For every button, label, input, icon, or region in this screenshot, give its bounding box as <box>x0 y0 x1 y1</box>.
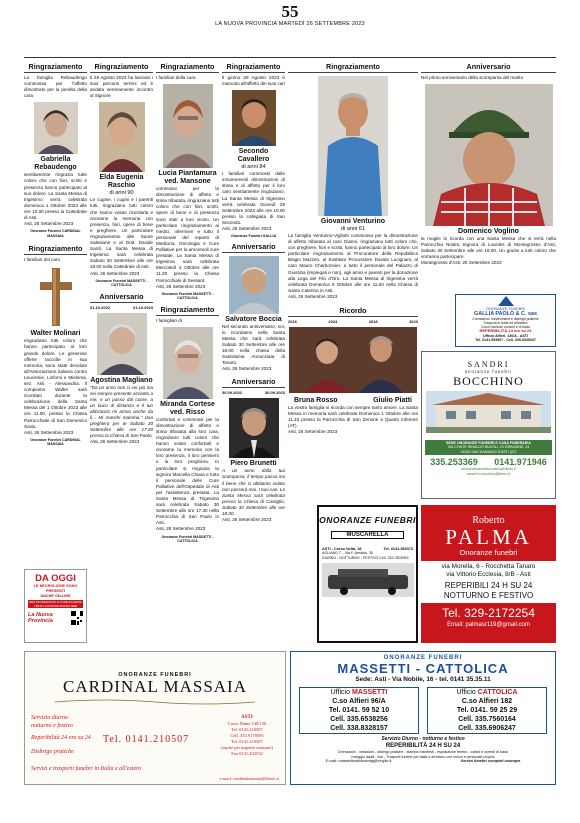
office-label: Ufficio <box>456 689 476 696</box>
obit-name: Giovanni Venturino <box>320 218 386 225</box>
header-rule <box>24 57 556 58</box>
ad-top: ONORANZE FUNEBRI <box>383 655 463 661</box>
office-name: CATTOLICA <box>477 689 518 696</box>
ad-sandri-bocchino <box>421 351 556 499</box>
obit-date: Asti, 26 Settembre 2023 <box>90 270 140 276</box>
obit-body: sentitamente ringrazia tutte coloro che con fiori, scritti e presenza hanno partecipato al suo dolore. La Santa Messa di trigesimo verrà celebrata domenica 1 Ottobre 2023 alle ore 10.00 presso la Cattedrale di Asti. <box>24 172 87 221</box>
ad-line: Servizi e trasporti funebri in Italia e all'estero <box>31 766 142 772</box>
ad-line: LE NECROLOGIE SONO PRESENTI <box>33 584 78 593</box>
obit-date: Asti, 26 Settembre 2023 <box>156 526 206 532</box>
ad-line: REPERIBILITÀ 24 ore su 24 <box>479 328 532 334</box>
ad-line: ASTI <box>241 715 253 720</box>
obit-intro: I famigliari di <box>156 317 182 323</box>
obit-intro: La famiglia Rebaudengo commossa per l'affetto dimostrato per la perdita della cara <box>24 75 87 99</box>
couple-photo <box>289 327 417 393</box>
obituary-brunetti <box>222 377 285 523</box>
obituary-molinari <box>24 244 87 447</box>
obit-name: Agostina Magliano <box>90 376 153 384</box>
portrait-photo <box>163 84 213 168</box>
ad-sub: Onoranze funebri <box>459 548 518 557</box>
portrait-photo <box>34 102 78 154</box>
phone-number: Tel. 0141.210507 <box>103 734 190 745</box>
obit-heading: Ringraziamento <box>24 62 87 73</box>
column-6 <box>421 62 556 267</box>
obit-name: Bruna Rosso <box>294 397 338 405</box>
ad-line: ANCHE ON-LINE <box>40 594 71 598</box>
ad-line: Ufficio Alfieri, 130/A - ASTI <box>483 333 528 338</box>
phone-number: Cell. 338.8328157 <box>330 725 388 732</box>
phone-number: Tel. 0141.210507 <box>231 727 263 732</box>
ad-line: Reperibilità 24 ore su 24 <box>31 735 91 741</box>
date: 2023 <box>409 319 418 325</box>
portrait-photo <box>229 398 279 458</box>
obituary-raschio <box>90 62 153 288</box>
obit-name: Domenico Voglino <box>458 228 519 236</box>
brand-logo: La Nuova Provincia <box>28 612 53 624</box>
page-number: 55 <box>281 2 299 21</box>
obit-intro: I familiari del caro <box>24 257 60 263</box>
obit-heading: Anniversario <box>222 377 285 388</box>
phone-number: Cell. 335.6538256 <box>330 716 388 723</box>
obit-body: confortati e commossi per la dimostrazione di affetto e stima tributata alla loro cara, ringraziano tutti coloro che hanno voluto confortarli e onorarne la memoria con la loro presenza, il loro pensiero e la loro preghiera. In particolare si ringrazia la signora Marcella Chiara e tutto il personale delle Cure Palliative dell'Ospedale di Asti per l'assistenza prestata. La Santa Messa di Trigesima sarà celebrata Sabato 30 Settembre alle ore 17.30 nella Parrocchia di San Paolo in Asti. <box>156 416 219 526</box>
ad-line: Servizio diurno <box>31 715 68 721</box>
ad-gallia <box>455 294 556 347</box>
obit-heading: Ringraziamento <box>156 305 219 316</box>
ad-muscarella <box>317 505 418 643</box>
obit-name: Piero Brunetti <box>230 460 277 468</box>
obituary-venturino <box>288 62 418 300</box>
ad-brand: BOCCHINO <box>453 374 524 388</box>
obit-name: Miranda Cortese ved. Risso <box>160 400 215 416</box>
fax-number: Fax 0141.432532 <box>231 751 263 756</box>
obit-date: Montegrosso d'Asti, 26 Settembre 2023 <box>421 260 502 266</box>
obit-body: commossi per la dimostrazione di affetto e stima tributata, ringraziano tutti coloro che con fiori, scritti, opere di bene e di presenza sono stati a loro vicino. Un particolare ringraziamento ai medici, infermieri e tutto il personale del reparto di Medicina, Oncologia e Cure Palliative per la amorevoli cure prestate. La Santa Messa di trigesima sarà celebrata Mercoledì 4 Ottobre alle ore 11.30 presso la Chiesa Parrocchiale di Sessant. <box>156 186 219 283</box>
obit-name: Secondo Cavallero <box>237 148 270 164</box>
ad-line: DIURNO - NOTTURNO - FESTIVO Cell. 333.7803953 <box>322 556 409 560</box>
ad-name: MUSCARELLA <box>331 531 404 539</box>
ad-name: GALLIA PAOLO & C. sas <box>474 311 537 317</box>
masthead-line: LA NUOVA PROVINCIA MARTEDÌ 26 SETTEMBRE 2023 <box>215 21 365 27</box>
date-to: 30.09.2023 <box>264 390 285 396</box>
obit-date: Asti, 26 Settembre 2023 <box>24 429 74 435</box>
obit-heading: Anniversario <box>421 62 556 73</box>
obituary-rebaudengo <box>24 62 87 238</box>
column-5 <box>288 62 418 436</box>
obit-signature: Onoranze Funebri GALLIA <box>230 234 277 239</box>
phone-number: Tel. 0141. 59 25 29 <box>456 707 518 714</box>
obit-age: di anni 90 <box>109 190 134 197</box>
ad-line: Disbrigo pratiche <box>31 749 74 755</box>
ad-line: notturno e festivo <box>31 723 73 729</box>
portrait-photo <box>425 84 553 226</box>
obit-date: Asti, 26 Settembre 2023 <box>24 221 74 227</box>
ad-line: (anche per urgenze notturne) <box>221 745 273 750</box>
email: Email: palmasr119@gmail.com <box>447 622 530 628</box>
obit-intro: Il giorno 29 Agosto 2023 è mancato all'affetto dei suoi cari <box>222 75 285 87</box>
portrait-photo <box>318 76 388 216</box>
obit-intro: Nel primo anniversario della scomparsa del marito <box>421 75 524 80</box>
qr-code-icon <box>71 611 83 625</box>
phone-number: Tel. 0141.210507 <box>231 739 263 744</box>
ad-line: Trasporti in Italia ed all'estero <box>483 321 528 326</box>
date-to: 01.10.2023 <box>132 304 153 310</box>
obit-date: Asti, 26 Settembre 2023 <box>90 439 140 445</box>
ad-name: MASSETTI - CATTOLICA <box>337 661 509 676</box>
email: sandri.e.bocchino@libero.it <box>466 471 511 476</box>
column-3 <box>156 62 219 547</box>
obit-name: Elda Eugenia Raschio <box>99 174 144 190</box>
phone-number: 335.253369 <box>430 457 478 468</box>
obit-body: I familiari commossi dalle innumerevoli dimostrazioni di stima e di affetto per il loro caro sentitamente ringraziano. La Santa Messa di trigesimo verrà celebrata Giovedì 28 Settembre 2023 alle ore 10.00 presso la collegiata di San Secondo. <box>222 171 285 225</box>
column-2 <box>90 62 153 446</box>
phone-number: Cell. 333.9178593 <box>230 733 264 738</box>
date: 2023 <box>328 319 338 325</box>
obituary-boccia <box>222 242 285 373</box>
obit-date: Asti, 26 Settembre 2023 <box>222 366 272 372</box>
obit-heading: Ricordo <box>288 306 418 317</box>
obit-heading: Anniversario <box>90 292 153 303</box>
ad-name: SANDRI <box>467 360 510 369</box>
hearse-photo <box>322 563 414 597</box>
cross-icon <box>36 266 76 328</box>
email: E-mail: massetticattolicamag@virgilio.it <box>325 759 392 764</box>
obit-heading: Anniversario <box>222 242 285 253</box>
obit-signature: Onoranze Funebri CARDINAL MASSAIA <box>30 437 81 447</box>
ad-line: AGLIANO T. - Via F. Arnaldo, 35 <box>322 551 374 555</box>
obit-body: Le cugine, i cugini e i parenti tutti, ringraziano tutti coloro che hanno voluto ricordarla e onorarne la memoria con presenza, fiori, opere di bene e preghiere. Un particolare ringraziamento alle Suore Salesiane e al Dott. Davide Sardi. La Santa Messa di trigesima sarà celebrata Sabato 30 Settembre alle ore 18.00 nella Cattedrale di Asti. <box>90 197 153 270</box>
obit-heading: Ringraziamento <box>288 62 418 73</box>
ad-sub: onoranze funebri <box>464 369 513 374</box>
ad-line: Servizi funebri completi ovunque <box>460 759 521 764</box>
portrait-photo <box>99 102 145 172</box>
ad-line: Cremazioni, trasferimenti e disbrigo pratiche <box>472 317 539 321</box>
column-1 <box>24 62 87 450</box>
address: C.so Alfieri 96/A <box>332 698 386 705</box>
column-4 <box>222 62 285 523</box>
date: 2016 <box>288 319 297 325</box>
address: Sede: Asti - Via Nobile, 16 - tel. 0141 35.35.11 <box>355 676 491 683</box>
ad-name: CARDINAL MASSAIA <box>63 677 247 696</box>
obit-signature: Onoranze Funebri MASSETTI - CATTOLICA <box>95 278 148 288</box>
date-from: 30.09.2022 <box>222 390 243 396</box>
phone-number: Tel. 0141.353373 <box>383 547 413 551</box>
obituary-piantamura <box>156 62 219 301</box>
obit-signature: Onoranze Funebri MASSETTI - CATTOLICA <box>161 291 214 301</box>
obituary-cavallero <box>222 62 285 239</box>
page-header <box>0 0 580 28</box>
obit-age: di anni 61 <box>340 226 366 232</box>
building-photo <box>426 391 551 433</box>
ad-name: PALMA <box>445 525 532 549</box>
portrait-photo <box>229 256 279 314</box>
portrait-photo <box>163 327 213 399</box>
obituary-cortese <box>156 305 219 544</box>
office-label: Ufficio <box>330 689 350 696</box>
obit-signature: Onoranze Funebri CARDINAL MASSAIA <box>30 229 81 238</box>
address: via Vittorio Ecclesia, 8/B - Asti <box>446 571 531 578</box>
obit-body: La vostra famiglia vi ricorda con sempre tanto amore. La Santa Messa in memoria sarà celebrata Domenica 1 Ottobre alle ore 11.15 presso la Parrocchia di San Zenone a Quarto Inferiore (AT). <box>288 405 418 429</box>
phone-number: Cell. 335.7560164 <box>458 716 516 723</box>
ad-top: ONORANZE FUNEBRI <box>485 307 526 311</box>
address: via Morella, 6 - Rocchetta Tanaro <box>441 563 536 570</box>
ad-online-obituaries <box>24 569 87 643</box>
date-from: 01.10.2022 <box>90 304 111 310</box>
email: e-mail: cardinalmassaia@libero.it <box>219 776 279 781</box>
obit-body: A un anno dalla tua scomparsa, il tempo passa ma il bene che ci abbiamo voluto non passerà mai. I tuoi cari. La Santa Messa sarà celebrata presso la Chiesa di Castiglio, Sabato 30 Settembre alle ore 18.00. <box>222 468 285 517</box>
obit-body: Nel secondo anniversario, noi, lo ricordiamo nella Santa Messa che sarà celebrata Sabato 30 Settembre alle ore 18.00 nella chiesa della Santissima Annunziata di Tanaro. <box>222 323 285 366</box>
obit-date: Asti, 26 Settembre 2023 <box>288 429 338 435</box>
obit-heading: Ringraziamento <box>90 62 153 73</box>
date: 2018 <box>368 319 378 325</box>
obituary-voglino <box>421 62 556 267</box>
obit-heading: Ringraziamento <box>222 62 285 73</box>
portrait-photo <box>232 90 276 146</box>
ad-cardinal-massaia <box>24 651 286 785</box>
phone-number: Cell. 335.6906247 <box>458 725 516 732</box>
obit-heading: Ringraziamento <box>156 62 219 73</box>
obit-body: "Da un anno non ci sei più ma sei sempre presente accanto a me, e un passo dal cuore, a un buco di distanza e il tuo abbraccio mi arriva anche da lì... Mi manchi mamma." Una preghiera per te Sabato 30 Settembre alle ore 17.30 presso la Chiesa di San Paolo. <box>90 384 153 439</box>
phone-number: 0141.971946 <box>494 457 547 468</box>
obit-name: Salvatore Boccia <box>225 315 282 323</box>
ad-massetti-cattolica <box>290 651 556 785</box>
ad-line: ASTI - Corso Volta, 18 <box>322 547 362 551</box>
obit-date: Asti, 26 Settembre 2023 <box>222 517 272 523</box>
ornament-divider <box>55 698 255 706</box>
obit-heading: Ringraziamento <box>24 244 87 255</box>
phone-number: Tel. 0141. 59 52 10 <box>328 707 390 714</box>
obit-name: Lucia Piantamura ved. Mansone <box>158 170 217 186</box>
ad-small: PER INFORMAZIONI E CONSULTAZIONI VISITA LA NOSTRA PAGINA WEB <box>29 600 82 608</box>
ad-line: SEDE ONORANZE FUNEBRI E CASA FUNERARIA <box>446 441 531 445</box>
ad-line: Servizio Diurno - notturno e festivo <box>381 736 465 742</box>
obit-date: Asti, 26 Settembre 2023 <box>222 226 272 232</box>
obit-signature: Onoranze Funebri MASSETTI - CATTOLICA <box>161 534 214 544</box>
obit-date: Asti, 26 Settembre 2023 <box>288 293 338 299</box>
office-name: MASSETTI <box>351 689 388 696</box>
obit-date: Asti, 26 Settembre 2023 <box>156 283 206 289</box>
ad-top: ONORANZE FUNEBRI <box>319 515 416 525</box>
obit-intro: I familiari della cara <box>156 75 196 80</box>
ad-name-first: Roberto <box>472 515 505 526</box>
ad-title: DA OGGI <box>35 573 76 584</box>
ad-line: Cremazioni - vestizioni - disbrigo pratiche - stampa manifesti - esposizione feretro - cofani e corredi di lusso <box>337 750 509 754</box>
ad-top: ONORANZE FUNEBRI <box>118 672 192 678</box>
obit-age: di anni 84 <box>241 164 266 171</box>
ad-line: VIA CONTE RINALDO NUVOLI, DI GRINZANE, 24 <box>447 445 530 450</box>
logo-icon <box>498 296 514 306</box>
obituary-magliano <box>90 292 153 446</box>
obit-name: Walter Molinari <box>30 330 81 338</box>
email: onoranzesandribocchino@libero.it <box>461 467 516 472</box>
portrait-photo <box>97 313 147 375</box>
obit-body: La famiglia Venturino-Vigliotti commossa per la dimostrazione di affetto tributata al caro Gianni, ringraziano tutti coloro che, con preghiere, fiori e scritti, hanno partecipato al loro dolore. Un particolare ringraziamento al Procuratore della Repubblica Biagio Mazzeo, al Sostituto Procuratore Davide Lucignani, al caro Mauro Charbonnier, a tutto il personale del Palazzo di Giustizia (impiegati e non), agli amici e parenti per la donazione alla Lega del Filo d'Oro. La Santa Messa di trigesima verrà celebrata Domenica 8 Ottobre alle ore 11.00 nella Chiesa di Santa Caterina in Asti. <box>288 233 418 293</box>
ad-line: noleggio lapidi - fiori - Trasporti funebri per Italia e all'estero con mezzi e personale proprio <box>351 754 495 759</box>
ad-line: Tel. 0141.593507 - Cell. 335.5339347 <box>475 338 536 343</box>
obituary-ricordo <box>288 306 418 435</box>
phone-number: Tel. 329-2172254 <box>442 606 535 620</box>
obit-body: ringraziano tutti coloro che hanno partecipato al loro grande dolore. Le generose offerte raccolte in sua memoria, sono state devolute all'Associazione italiana contro Leucemie, Linfomi e Mieloma, sez. Asti - Alessandria. Il compianto Walter sarà ricordato durante la celebrazione della Santa Messa del 1 Ottobre 2023 alle ore 11.00, presso la Chiesa Parrocchiale di San Domenico Savio. <box>24 338 87 429</box>
obit-intro: Il 28 Agosto 2023 ha lasciato i suoi percorsi terreni ed è andata serenamente incontro al Signore <box>90 75 153 99</box>
ad-line: REPERIBILI 24 H SU 24 <box>444 581 533 590</box>
obit-body: la moglie lo ricorda con una Santa Messa che si terrà nella Parrocchia Nostra Signora di Lourdes di Montegrosso d'Asti, Sabato 30 Settembre alle ore 18.00. Un grazie a tutti coloro che vorranno partecipare. <box>421 236 556 260</box>
obit-name: Giulio Piatti <box>373 397 412 405</box>
ad-line: Colori mortuari comuni e di lusso <box>480 325 531 330</box>
ad-line: NOTTURNO E FESTIVO <box>443 591 534 600</box>
ad-palma <box>421 505 556 643</box>
ad-line: REPERIBILITÀ 24 H SU 24 <box>385 743 461 749</box>
obit-name: Gabriella Rebaudengo <box>34 156 77 172</box>
ad-line: 14030 SAN DAMIANO D'ASTI (AT) <box>460 449 517 454</box>
address: Corso Dante 148/150 <box>227 721 267 726</box>
address: C.so Alfieri 182 <box>461 698 513 705</box>
